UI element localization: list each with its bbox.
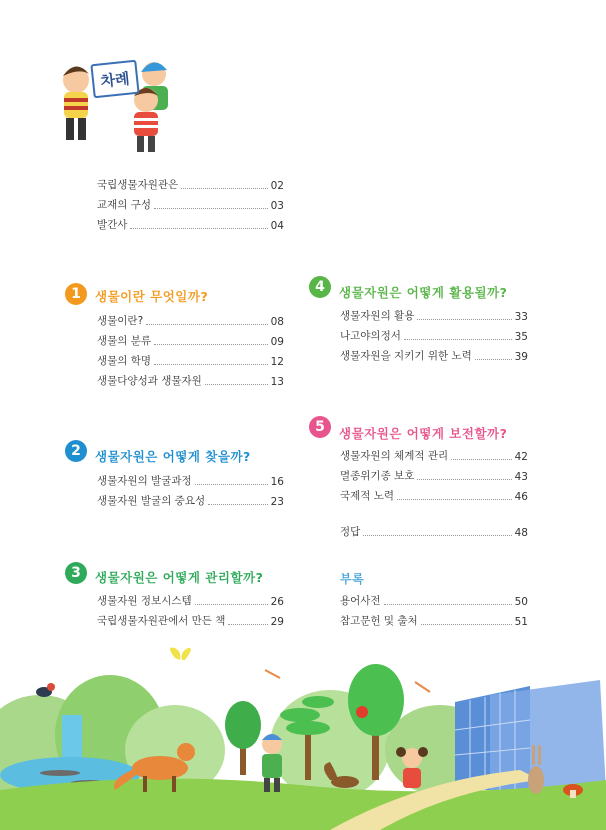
toc-item-ch1-0[interactable]: 생물이란? 08 [97, 315, 284, 328]
chapter-3-number: 3 [65, 562, 87, 584]
toc-item-ch1-3[interactable]: 생물다양성과 생물자원 13 [97, 375, 284, 388]
chapter-4-number: 4 [309, 276, 331, 298]
toc-item-ch4-2[interactable]: 생물자원을 지키기 위한 노력 39 [340, 350, 528, 363]
chapter-4-title[interactable]: 생물자원은 어떻게 활용될까? [339, 285, 508, 300]
toc-item-ch5-1[interactable]: 멸종위기종 보호 43 [340, 470, 528, 483]
toc-item-ch2-0[interactable]: 생물자원의 발굴과정 16 [97, 475, 284, 488]
toc-item-appendix-0[interactable]: 용어사전 50 [340, 595, 528, 608]
toc-item-appendix-1[interactable]: 참고문헌 및 출처 51 [340, 615, 528, 628]
toc-item-ch1-2[interactable]: 생물의 학명 12 [97, 355, 284, 368]
chapter-5-title[interactable]: 생물자원은 어떻게 보전할까? [339, 426, 508, 441]
page-title: 차례 [90, 60, 139, 99]
toc-item-ch1-1[interactable]: 생물의 분류 09 [97, 335, 284, 348]
toc-item-ch2-1[interactable]: 생물자원 발굴의 중요성 23 [97, 495, 284, 508]
chapter-2-title[interactable]: 생물자원은 어떻게 찾을까? [95, 449, 251, 464]
toc-item-ch5-0[interactable]: 생물자원의 체계적 관리 42 [340, 450, 528, 463]
chapter-1-title[interactable]: 생물이란 무엇일까? [95, 289, 209, 304]
nature-landscape-illustration [0, 640, 606, 830]
appendix-title[interactable]: 부록 [340, 572, 365, 586]
chapter-5-number: 5 [309, 416, 331, 438]
toc-item-intro-2[interactable]: 발간사 04 [97, 219, 284, 232]
toc-item-ch4-1[interactable]: 나고야의정서 35 [340, 330, 528, 343]
toc-item-intro-1[interactable]: 교재의 구성 03 [97, 199, 284, 212]
toc-item-answers[interactable]: 정답 48 [340, 526, 528, 539]
toc-item-ch4-0[interactable]: 생물자원의 활용 33 [340, 310, 528, 323]
toc-item-intro-0[interactable]: 국립생물자원관은 02 [97, 179, 284, 192]
toc-item-ch3-0[interactable]: 생물자원 정보시스템 26 [97, 595, 284, 608]
chapter-2-number: 2 [65, 440, 87, 462]
chapter-3-title[interactable]: 생물자원은 어떻게 관리할까? [95, 570, 264, 585]
chapter-1-number: 1 [65, 283, 87, 305]
toc-item-ch5-2[interactable]: 국제적 노력 46 [340, 490, 528, 503]
toc-item-ch3-1[interactable]: 국립생물자원관에서 만든 책 29 [97, 615, 284, 628]
